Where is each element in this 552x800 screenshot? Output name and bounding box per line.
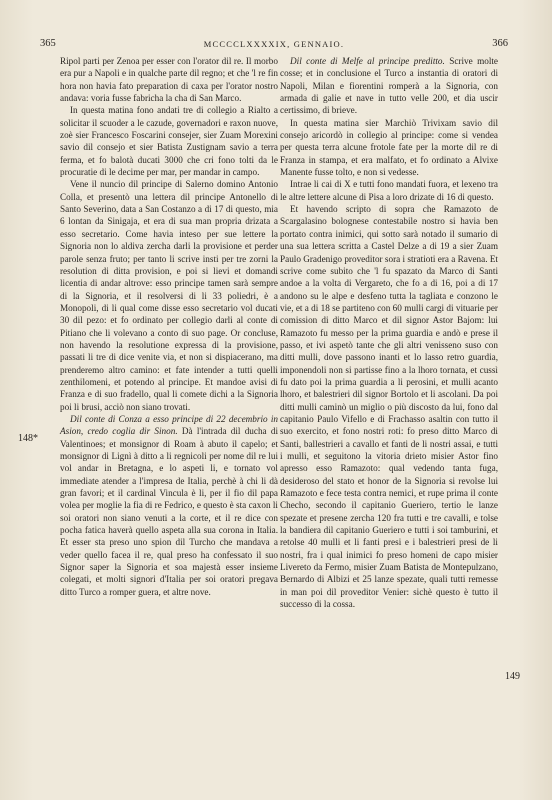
paragraph: Ripol parti per Zenoa per esser con l'orator dil re. Il morbo era pur a Napoli e in qualche parte dil regno; et che 'l re fin hora non havia fato preparation di caxa per l'orator nostro andava: voria fusse fabricha la cha di San Marco. xyxy=(60,56,278,104)
paragraph-text: Scrive molte cosse; et in conclusione el Turco a instantia di oratori di Napoli, Milan e fiorentini romperà a la Signoria, con armada di galie et nave in tutto velle 200, et dia uscir certissimo, di brieve. xyxy=(280,56,498,116)
page-number-left: 365 xyxy=(40,38,56,49)
paragraph-text: Dà l'intrada dil ducha di Valentinoes; et monsignor di Roam à abuto il capelo; et monsignor di Lignì à ditto a li regnicoli per nome dil re lui vol andar in Bretagna, e lo aspeti li, e tornato vol immediate atender a l'impresa de Italia, perchè à chi li dà gran favori; et il cardinal Vincula è li, per il fio dil papa volea per moglie la fia di re Fedrico, e questo è sta caxon li soi oratori non siano venuti a la corte, et il re dice con pocha fatica haverà quello aspeta alla sua corona in Italia. Et esser sta preso uno spion dil Turcho che mandava a veder quello facea il re, qual preso ha confessato il suo Signor saper la Signoria et soa majestà esser insieme colegati, et molti signori d'Italia per soi oratori pregava ditto Turco a romper guera, et altre nove. xyxy=(60,426,279,597)
section-heading-paragraph xyxy=(280,55,498,117)
paragraph: Et havendo scripto di sopra che Ramazoto de Scargalasino bolognese contestabile nostro si havia ben portato contra inimici, qui sotto sarà notado il sumario di una sua lettera scritta a Castel Delze a di 19 a sier Zuam Paulo Gradenigo proveditor sora i stratioti era a Ravena. Et scrive come subito che 'l fu spazato da Marco di Santi andoe a la volta di Vergareto, che fo a di 16, poi a di 17 andono su le alpe e desfeno tutta la tagliata e conzono le vie, et a di 18 se partiteno con 60 mulli cargi di vituarie per comission di ditto Marco et dil signor Astor Bajom: lui Ramazoto fu messo per la prima guardia e andò e prese il passo, et ivi aspetò tante che gli altri venisseno suso con ditti mulli, dove passono inanti et lo lasso retro guardia, imponendoli non si partisse fino a la lhoro tornata, et cussì fu dato poi la prima guardia a li perosini, et mulli acanto lhoro, et balestrieri dil signor Bortolo et li ascolani. Da poi ditti mulli caminò un miglio o più discosto da lui, fono dal capitanio Paulo Vifello e di Frachasso asaltin con tutto il suo exercito, et fono nostri roti: fo preso ditto Marco di Santi, ballestrieri a cavallo et fanti de li nostri assai, e tutti i mulli, et seguitono la vitoria drieto misier Astor fino apresso esso Ramazoto: qual vedendo tanta fuga, desideroso del stato et honor de la Signoria si revolse lui Ramazoto e fece testa contra nemici, et rupe prima il conte Checho, secondo il capitanio Gueriero, tertio le lanze spezate et presene zercha 120 fra tutti e tre cavalli, e tolse la bandiera dil capitanio Gueriero e tutti i soi tamburini, et retolse 40 mulli et li fanti presi e i balestrieri presi de li nostri, fra i qual inimici fo preso homeni de capo misier Livereto da Fermo, misier Zuam Batista de Montepulzano, Bernardo di Albizi et 25 lanze spezate, quali tutti remesse in man poi dil proveditor Venier: sichè questo è tutto il successo di la cossa. xyxy=(280,204,498,610)
section-heading: Dil conte di Melfe al principe preditto. xyxy=(290,56,445,66)
section-heading-paragraph xyxy=(60,413,278,598)
paragraph: Vene il nuncio dil principe di Salerno domino Antonio Colla, et presentò una lettera dil principe Antonello di Santo Severino, data a San Costanzo a di 17 di questo, mia 6 lontan da Sinigaja, et era di sua man propria drizata a esso secretario. Come havia inteso per sue lettere la Signoria non lo aldiva zercha darli la provisione et perder parole senza fruto; per tanto li scrive insti per tre zorni la resolution di ditta provision, e poi si lievi et domandi licentia di andar altrove: esso principe tamen sarà sempre di la Signoria, et il resolversi di li 33 poliedri, è a Monopoli, di li qual come disse esso secretario vol ducati 30 dil pezo: et fo ordinato per collegio darli al conte di Pitiano che li volevano a conto di suo page. Or concluse, non havendo la resolutione expressa di la provisione, passati li tre di dice venite via, et non si dispiacerano, ma prenderemo altro camino: et fate intender a tutti quelli zenthilomeni, et potendo al principe. Et mandoe avisi di Franza e di suo fradello, qual li comete dichi a la Signoria poi li brusi, acciò non siano trovati. xyxy=(60,179,278,412)
paragraph: Intrae li cai di X e tutti fono mandati fuora, et lexeno tra le altre lettere alcune di Pisa a loro drizate di 16 di questo. xyxy=(280,179,498,202)
right-column xyxy=(280,55,498,610)
section-heading: Dil conte di Conza a esso principe di 22 decembrio in Asion, credo coglia dir Sinon. xyxy=(60,413,278,437)
margin-number-right: 149 xyxy=(505,671,520,682)
margin-number-left: 148* xyxy=(18,433,38,444)
page-number-right: 366 xyxy=(492,38,508,49)
paragraph: In questa matina sier Marchiò Trivixam savio dil consejo aricordò in collegio al principe: come si vendea per questa terra alcune frotole fate per la morte dil re di Franza in stampa, et era malfato, et fo ordinato a Alvixe Manente fusse tolto, e non si vedesse. xyxy=(280,117,498,178)
running-title: MCCCCLXXXXIX, GENNAIO. xyxy=(203,39,345,49)
left-column xyxy=(60,55,278,598)
paragraph: In questa matina fono andati tre di collegio a Rialto a solicitar il scuoder a le cazude, governadori e raxon nuove, zoè sier Francesco Foscarini consejer, sier Zuam Morexini savio dil consejo et sier Batista Zustignam savio a terra ferma, et fo balotà ducati 3000 che cri fono tolti da le procuratie di le decime per mar, per mandar in campo. xyxy=(60,105,278,178)
page-header xyxy=(40,38,508,54)
